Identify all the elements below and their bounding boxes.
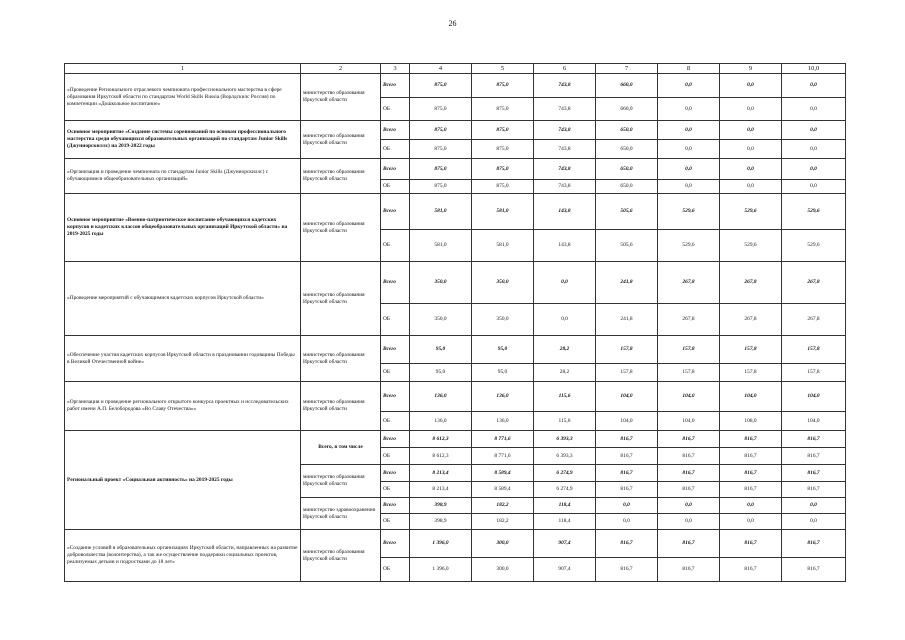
value-cell: 0,0 xyxy=(534,262,596,304)
activity-name: «Проведение Регионального отраслевого чемпионата профессионального мастерства в сфере образования Иркутской области по стандартам World Skills Russia (Ворлдскилс Россия) по компетенции «Дошкольное воспитание» xyxy=(65,74,301,121)
column-header: 7 xyxy=(596,64,658,74)
executor-cell: министерство образования Иркутской области xyxy=(301,530,381,582)
page-number: 26 xyxy=(448,19,457,28)
value-cell: 0,0 xyxy=(782,140,846,159)
column-header: 3 xyxy=(381,64,410,74)
value-cell: 0,0 xyxy=(720,98,782,121)
value-cell: 875,0 xyxy=(472,159,534,180)
value-cell: 816,7 xyxy=(658,465,720,482)
source-cell: Всего xyxy=(381,262,410,304)
value-cell: 529,6 xyxy=(658,230,720,262)
value-cell: 816,7 xyxy=(782,465,846,482)
value-cell: 816,7 xyxy=(720,431,782,448)
value-cell: 157,8 xyxy=(658,336,720,364)
value-cell: 28,2 xyxy=(534,364,596,382)
value-cell: 529,6 xyxy=(720,230,782,262)
value-cell: 816,7 xyxy=(720,465,782,482)
value-cell: 816,7 xyxy=(596,482,658,498)
value-cell: 743,8 xyxy=(534,140,596,159)
value-cell: 816,7 xyxy=(658,558,720,582)
value-cell: 875,0 xyxy=(410,98,472,121)
value-cell: 0,0 xyxy=(596,498,658,514)
activity-name: «Обеспечение участия кадетских корпусов Иркутской области в праздновании годовщины Победы в Великой Отечественной войне» xyxy=(65,336,301,382)
value-cell: 816,7 xyxy=(782,530,846,558)
source-cell: Всего xyxy=(381,159,410,180)
executor-cell: министерство образования Иркутской области xyxy=(301,465,381,498)
column-header: 2 xyxy=(301,64,381,74)
column-header: 5 xyxy=(472,64,534,74)
value-cell: 28,2 xyxy=(534,336,596,364)
value-cell: 157,8 xyxy=(782,336,846,364)
value-cell: 143,8 xyxy=(534,194,596,230)
table-row xyxy=(65,74,846,98)
value-cell: 816,7 xyxy=(782,431,846,448)
budget-table xyxy=(64,63,846,582)
value-cell: 0,0 xyxy=(658,498,720,514)
value-cell: 0,0 xyxy=(782,514,846,530)
value-cell: 816,7 xyxy=(596,558,658,582)
value-cell: 743,8 xyxy=(534,121,596,140)
source-cell: ОБ xyxy=(381,448,410,465)
value-cell: 581,0 xyxy=(472,230,534,262)
table-row xyxy=(65,194,846,230)
source-cell: Всего xyxy=(381,121,410,140)
value-cell: 816,7 xyxy=(720,448,782,465)
value-cell: 118,4 xyxy=(534,498,596,514)
value-cell: 0,0 xyxy=(658,159,720,180)
table-row xyxy=(65,262,846,304)
executor-cell: министерство образования Иркутской области xyxy=(301,194,381,262)
value-cell: 875,0 xyxy=(410,159,472,180)
activity-name: Основное мероприятие «Создание системы соревнований по основам профессионального мастерства среди обучающихся образовательных организаций по стандартам Junior Skills (Джуниорскиллс) на 2019-2022 годы xyxy=(65,121,301,159)
executor-cell: министерство образования Иркутской области xyxy=(301,336,381,382)
value-cell: 816,7 xyxy=(596,530,658,558)
value-cell: 875,0 xyxy=(472,121,534,140)
executor-cell: Всего, в том числе xyxy=(301,431,381,465)
value-cell: 743,8 xyxy=(534,74,596,98)
source-cell: ОБ xyxy=(381,412,410,431)
value-cell: 6 274,9 xyxy=(534,482,596,498)
table-row xyxy=(65,382,846,412)
value-cell: 157,8 xyxy=(782,364,846,382)
source-cell: Всего xyxy=(381,336,410,364)
value-cell: 816,7 xyxy=(658,482,720,498)
source-cell: Всего xyxy=(381,74,410,98)
value-cell: 660,0 xyxy=(596,98,658,121)
value-cell: 136,0 xyxy=(472,382,534,412)
value-cell: 875,0 xyxy=(410,121,472,140)
value-cell: 157,8 xyxy=(596,364,658,382)
value-cell: 650,0 xyxy=(596,140,658,159)
value-cell: 267,8 xyxy=(658,304,720,336)
value-cell: 115,6 xyxy=(534,382,596,412)
value-cell: 0,0 xyxy=(782,98,846,121)
column-header: 4 xyxy=(410,64,472,74)
value-cell: 182,2 xyxy=(472,514,534,530)
value-cell: 0,0 xyxy=(658,180,720,194)
source-cell: ОБ xyxy=(381,304,410,336)
column-header: 6 xyxy=(534,64,596,74)
value-cell: 743,8 xyxy=(534,180,596,194)
value-cell: 505,6 xyxy=(596,194,658,230)
table-row xyxy=(65,336,846,364)
value-cell: 875,0 xyxy=(472,180,534,194)
value-cell: 398,9 xyxy=(410,514,472,530)
value-cell: 8 589,4 xyxy=(472,482,534,498)
source-cell: Всего xyxy=(381,382,410,412)
value-cell: 816,7 xyxy=(782,448,846,465)
column-header: 10,0 xyxy=(782,64,846,74)
value-cell: 182,2 xyxy=(472,498,534,514)
value-cell: 350,0 xyxy=(410,304,472,336)
value-cell: 1 396,0 xyxy=(410,530,472,558)
value-cell: 816,7 xyxy=(720,530,782,558)
source-cell: ОБ xyxy=(381,98,410,121)
value-cell: 95,0 xyxy=(410,336,472,364)
value-cell: 581,0 xyxy=(410,194,472,230)
value-cell: 529,6 xyxy=(720,194,782,230)
executor-cell: министерство образования Иркутской области xyxy=(301,262,381,336)
value-cell: 0,0 xyxy=(534,304,596,336)
value-cell: 907,4 xyxy=(534,530,596,558)
value-cell: 650,0 xyxy=(596,121,658,140)
value-cell: 907,4 xyxy=(534,558,596,582)
source-cell: ОБ xyxy=(381,364,410,382)
value-cell: 0,0 xyxy=(720,159,782,180)
value-cell: 8 589,4 xyxy=(472,465,534,482)
value-cell: 875,0 xyxy=(472,98,534,121)
value-cell: 95,0 xyxy=(472,336,534,364)
value-cell: 816,7 xyxy=(782,482,846,498)
value-cell: 529,6 xyxy=(782,230,846,262)
value-cell: 157,8 xyxy=(720,336,782,364)
value-cell: 300,0 xyxy=(472,530,534,558)
value-cell: 267,8 xyxy=(720,262,782,304)
value-cell: 875,0 xyxy=(472,140,534,159)
value-cell: 0,0 xyxy=(720,514,782,530)
executor-cell: министерство образования Иркутской области xyxy=(301,74,381,121)
value-cell: 8 213,4 xyxy=(410,482,472,498)
value-cell: 0,0 xyxy=(720,121,782,140)
value-cell: 8 771,6 xyxy=(472,431,534,448)
value-cell: 104,0 xyxy=(782,382,846,412)
value-cell: 0,0 xyxy=(782,498,846,514)
value-cell: 108,0 xyxy=(720,412,782,431)
value-cell: 8 213,4 xyxy=(410,465,472,482)
value-cell: 0,0 xyxy=(720,498,782,514)
value-cell: 529,6 xyxy=(658,194,720,230)
value-cell: 581,0 xyxy=(472,194,534,230)
value-cell: 875,0 xyxy=(472,74,534,98)
value-cell: 136,0 xyxy=(410,382,472,412)
value-cell: 0,0 xyxy=(782,74,846,98)
executor-cell: министерство образования Иркутской области xyxy=(301,121,381,159)
value-cell: 104,0 xyxy=(720,382,782,412)
source-cell: ОБ xyxy=(381,558,410,582)
value-cell: 104,0 xyxy=(658,382,720,412)
table-row xyxy=(65,159,846,180)
value-cell: 157,8 xyxy=(720,364,782,382)
value-cell: 0,0 xyxy=(596,514,658,530)
value-cell: 529,6 xyxy=(782,194,846,230)
executor-cell: министерство образования Иркутской области xyxy=(301,159,381,194)
activity-name: Региональный проект «Социальная активность» на 2019-2025 годы xyxy=(65,431,301,530)
value-cell: 104,0 xyxy=(782,412,846,431)
value-cell: 118,4 xyxy=(534,514,596,530)
value-cell: 104,0 xyxy=(658,412,720,431)
value-cell: 350,0 xyxy=(472,262,534,304)
value-cell: 0,0 xyxy=(658,121,720,140)
value-cell: 267,8 xyxy=(658,262,720,304)
value-cell: 0,0 xyxy=(658,74,720,98)
column-header: 1 xyxy=(65,64,301,74)
value-cell: 241,8 xyxy=(596,262,658,304)
value-cell: 8 771,6 xyxy=(472,448,534,465)
value-cell: 95,0 xyxy=(472,364,534,382)
activity-name: «Проведение мероприятий с обучающимися кадетских корпусов Иркутской области» xyxy=(65,262,301,336)
source-cell: Всего xyxy=(381,498,410,514)
value-cell: 157,8 xyxy=(658,364,720,382)
value-cell: 816,7 xyxy=(782,558,846,582)
value-cell: 0,0 xyxy=(658,140,720,159)
value-cell: 816,7 xyxy=(658,530,720,558)
source-cell: ОБ xyxy=(381,482,410,498)
source-cell: Всего xyxy=(381,194,410,230)
value-cell: 816,7 xyxy=(720,558,782,582)
value-cell: 0,0 xyxy=(658,98,720,121)
source-cell: ОБ xyxy=(381,514,410,530)
value-cell: 143,8 xyxy=(534,230,596,262)
value-cell: 0,0 xyxy=(720,180,782,194)
activity-name: «Организация и проведение регионального открытого конкурса проектных и исследовательских работ имени А.П. Белобородова «Во Славу Отечества»» xyxy=(65,382,301,431)
value-cell: 816,7 xyxy=(596,448,658,465)
value-cell: 816,7 xyxy=(658,431,720,448)
value-cell: 816,7 xyxy=(596,431,658,448)
column-header: 8 xyxy=(658,64,720,74)
value-cell: 136,0 xyxy=(472,412,534,431)
value-cell: 0,0 xyxy=(720,140,782,159)
value-cell: 300,0 xyxy=(472,558,534,582)
source-cell: ОБ xyxy=(381,180,410,194)
value-cell: 875,0 xyxy=(410,180,472,194)
value-cell: 8 612,3 xyxy=(410,431,472,448)
value-cell: 398,9 xyxy=(410,498,472,514)
column-header: 9 xyxy=(720,64,782,74)
value-cell: 0,0 xyxy=(720,74,782,98)
table-row xyxy=(65,431,846,448)
source-cell: Всего xyxy=(381,431,410,448)
executor-cell: министерство образования Иркутской области xyxy=(301,382,381,431)
value-cell: 95,0 xyxy=(410,364,472,382)
value-cell: 6 274,9 xyxy=(534,465,596,482)
header-row xyxy=(65,64,846,74)
value-cell: 350,0 xyxy=(472,304,534,336)
value-cell: 136,0 xyxy=(410,412,472,431)
activity-name: «Организация и проведение чемпионата по стандартам Junior Skills (Джуниорскиллс) с обучающимися общеобразовательных организаций» xyxy=(65,159,301,194)
value-cell: 816,7 xyxy=(596,465,658,482)
value-cell: 650,0 xyxy=(596,159,658,180)
value-cell: 267,8 xyxy=(782,262,846,304)
value-cell: 743,8 xyxy=(534,159,596,180)
value-cell: 0,0 xyxy=(782,121,846,140)
table-row xyxy=(65,121,846,140)
value-cell: 0,0 xyxy=(782,159,846,180)
value-cell: 875,0 xyxy=(410,74,472,98)
value-cell: 743,8 xyxy=(534,98,596,121)
value-cell: 581,0 xyxy=(410,230,472,262)
value-cell: 104,0 xyxy=(596,382,658,412)
value-cell: 115,6 xyxy=(534,412,596,431)
value-cell: 267,8 xyxy=(720,304,782,336)
source-cell: Всего xyxy=(381,465,410,482)
value-cell: 267,8 xyxy=(782,304,846,336)
value-cell: 0,0 xyxy=(782,180,846,194)
value-cell: 157,8 xyxy=(596,336,658,364)
value-cell: 6 393,3 xyxy=(534,431,596,448)
source-cell: ОБ xyxy=(381,230,410,262)
value-cell: 8 612,3 xyxy=(410,448,472,465)
value-cell: 816,7 xyxy=(720,482,782,498)
value-cell: 241,8 xyxy=(596,304,658,336)
value-cell: 660,0 xyxy=(596,74,658,98)
source-cell: Всего xyxy=(381,530,410,558)
table-row xyxy=(65,530,846,558)
value-cell: 0,0 xyxy=(658,514,720,530)
value-cell: 650,0 xyxy=(596,180,658,194)
activity-name: Основное мероприятие «Военно-патриотическое воспитание обучающихся кадетских корпусов и кадетских классов общеобразовательных организаций Иркутской области» на 2019-2025 годы xyxy=(65,194,301,262)
executor-cell: министерство здравоохранения Иркутской области xyxy=(301,498,381,530)
activity-name: «Создание условий в образовательных организациях Иркутской области, направленных на развитие добровольчества (волонтерства), а так же осуществление поддержки социальных проектов, реализуемых детьми и подростками до 18 лет» xyxy=(65,530,301,582)
source-cell: ОБ xyxy=(381,140,410,159)
value-cell: 6 393,3 xyxy=(534,448,596,465)
value-cell: 1 396,0 xyxy=(410,558,472,582)
value-cell: 104,0 xyxy=(596,412,658,431)
value-cell: 505,6 xyxy=(596,230,658,262)
value-cell: 816,7 xyxy=(658,448,720,465)
value-cell: 350,0 xyxy=(410,262,472,304)
value-cell: 875,0 xyxy=(410,140,472,159)
